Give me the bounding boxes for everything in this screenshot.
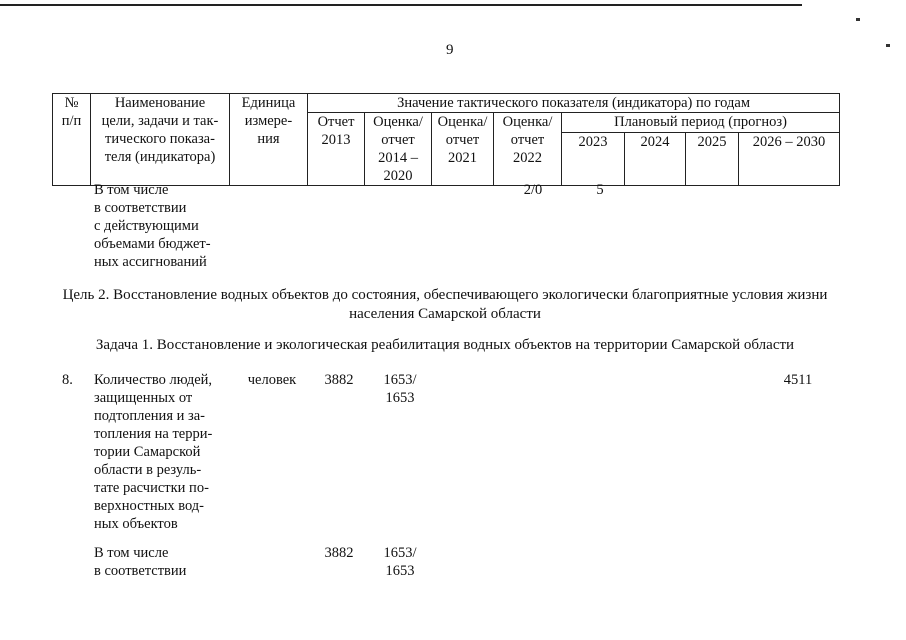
header-estimate-2022: Оценка/ отчет 2022 [494, 113, 562, 186]
header-2025: 2025 [686, 133, 739, 186]
indicator-table-header [52, 93, 840, 186]
header-plan-group: Плановый период (прогноз) [562, 113, 840, 133]
header-estimate-2021: Оценка/ отчет 2021 [432, 113, 494, 186]
task-1-heading: Задача 1. Восстановление и экологическая реабилитация водных объектов на территории Самарской области [95, 337, 795, 353]
row-8-unit: человек [247, 372, 297, 388]
subtotal-2-name: В том числе в соответствии [94, 545, 187, 579]
subtotal-2-report-2013: 3882 [324, 545, 354, 561]
row-8-report-2013: 3882 [324, 372, 354, 388]
header-report-2013: Отчет 2013 [308, 113, 365, 186]
header-name: Наименование цели, задачи и так- тического показа- теля (индикатора) [91, 94, 230, 186]
goal-2-heading: Цель 2. Восстановление водных объектов до состояния, обеспечивающего экологически благоприятные условия жизни населения Самарской области [62, 287, 828, 322]
header-values-group: Значение тактического показателя (индикатора) по годам [308, 94, 840, 113]
row-8-name: Количество людей, защищенных от подтопления и за- топления на терри- тории Самарской области в резуль- тате расчистки по- верхностных вод- ных объектов [94, 372, 213, 532]
header-2023: 2023 [562, 133, 625, 186]
header-num: № п/п [53, 94, 91, 186]
header-estimate-2014-2020: Оценка/ отчет 2014 – 2020 [365, 113, 432, 186]
header-2024: 2024 [625, 133, 686, 186]
scan-speck [856, 18, 860, 21]
scan-speck [886, 44, 890, 47]
subtotal-1-estimate-2022: 2/0 [523, 182, 543, 198]
subtotal-1-name: В том числе в соответствии с действующими объемами бюджет- ных ассигнований [94, 182, 211, 270]
header-unit: Единица измере- ния [230, 94, 308, 186]
header-2026-2030: 2026 – 2030 [739, 133, 840, 186]
subtotal-2-estimate-2014-2020: 1653/ 1653 [383, 545, 417, 579]
row-8-num: 8. [62, 372, 73, 388]
row-8-estimate-2014-2020: 1653/ 1653 [383, 372, 417, 406]
subtotal-1-2023: 5 [596, 182, 604, 198]
page-number: 9 [446, 42, 454, 58]
row-8-2026-2030: 4511 [783, 372, 813, 388]
scan-top-edge-line [0, 4, 802, 6]
